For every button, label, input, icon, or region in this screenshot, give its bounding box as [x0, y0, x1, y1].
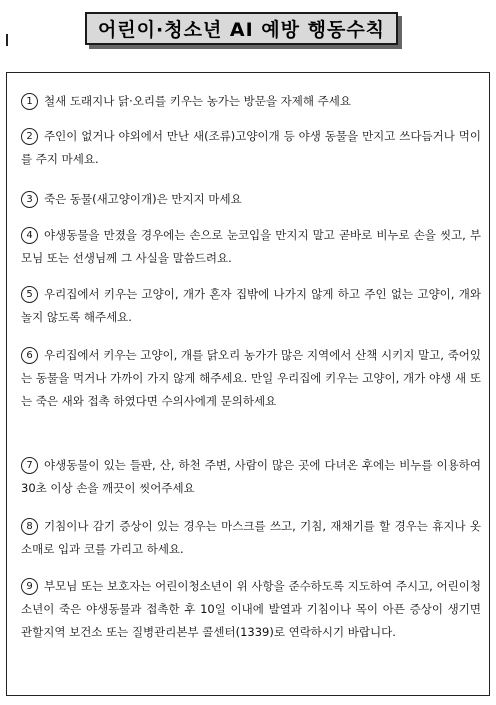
item-text: 우리집에서 키우는 고양이, 개를 닭오리 농가가 많은 지역에서 산책 시키지 말고, 죽어있는 동물을 먹거나 가까이 가지 않게 해주세요. 만일 우리집에 키우는 고양이, 개가 야생 새 또는 죽은 새와 접촉 하였다면 수의사에게 문의하세요 — [21, 348, 481, 408]
list-item — [21, 575, 481, 644]
list-item — [21, 344, 481, 413]
item-number: 7 — [21, 457, 38, 474]
text-cursor — [6, 34, 8, 46]
item-number: 4 — [21, 227, 38, 244]
item-number: 2 — [21, 128, 38, 145]
item-text: 철새 도래지나 닭·오리를 키우는 농가는 방문을 자제해 주세요 — [44, 94, 351, 108]
item-number: 3 — [21, 191, 38, 208]
item-text: 야생동물이 있는 들판, 산, 하천 주변, 사람이 많은 곳에 다녀온 후에는 비누를 이용하여 30초 이상 손을 깨끗이 씻어주세요 — [21, 458, 481, 495]
rules-box — [6, 72, 490, 696]
item-text: 우리집에서 키우는 고양이, 개가 혼자 집밖에 나가지 않게 하고 주인 없는 고양이, 개와 놀지 않도록 해주세요. — [21, 287, 481, 324]
list-item — [21, 454, 481, 500]
list-item — [21, 515, 481, 561]
list-item — [21, 188, 481, 211]
item-number: 1 — [21, 93, 38, 110]
list-item — [21, 90, 481, 113]
item-number: 6 — [21, 347, 38, 364]
item-text: 죽은 동물(새고양이개)은 만지지 마세요 — [44, 192, 242, 206]
list-item — [21, 283, 481, 329]
item-text: 기침이나 감기 증상이 있는 경우는 마스크를 쓰고, 기침, 재채기를 할 경우는 휴지나 옷소매로 입과 코를 가리고 하세요. — [21, 519, 481, 556]
item-number: 9 — [21, 578, 38, 595]
item-number: 5 — [21, 286, 38, 303]
item-text: 부모님 또는 보호자는 어린이청소년이 위 사항을 준수하도록 지도하여 주시고, 어린이청소년이 죽은 야생동물과 접촉한 후 10일 이내에 발열과 기침이나 목이 아픈 증상이 생기면 관할지역 보건소 또는 질병관리본부 콜센터(1339)로 연락하시기 바랍니다. — [21, 579, 481, 639]
list-item — [21, 224, 481, 270]
item-text: 야생동물을 만졌을 경우에는 손으로 눈코입을 만지지 말고 곧바로 비누로 손을 씻고, 부모님 또는 선생님께 그 사실을 말씀드려요. — [21, 228, 481, 265]
page-title: 어린이·청소년 AI 예방 행동수칙 — [97, 19, 386, 41]
item-text: 주인이 없거나 야외에서 만난 새(조류)고양이개 등 야생 동물을 만지고 쓰다듬거나 먹이를 주지 마세요. — [21, 129, 481, 166]
item-number: 8 — [21, 518, 38, 535]
list-item — [21, 125, 481, 171]
title-box — [85, 12, 398, 45]
